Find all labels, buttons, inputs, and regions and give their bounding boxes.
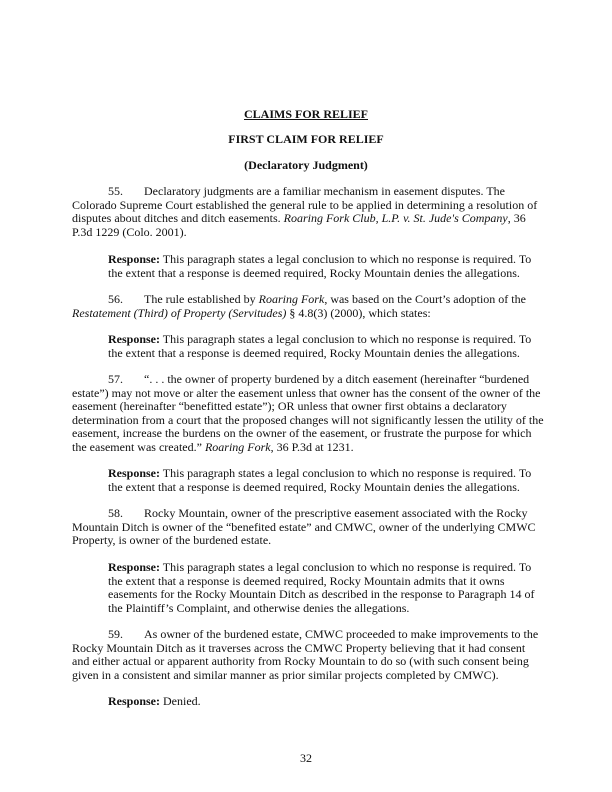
claim-subtitle: (Declaratory Judgment) (244, 158, 368, 172)
response-label: Response: (108, 560, 161, 574)
paragraph-56: 56. The rule established by Roaring Fork, was based on the Court’s adoption of the Restatement (Third) of Property (Servitudes) § 4.8(3) (2000), which states: (72, 292, 526, 320)
paragraph-number: 59. (108, 627, 123, 641)
paragraph-55: 55. Declaratory judgments are a familiar mechanism in easement disputes. The Colorado Supreme Court established the general rule to be applied in determining a resolution of disputes about ditches and ditch easements. Roaring Fork Club, L.P. v. St. Jude's Company, 36 P.3d 1229 (Colo. 2001). (72, 184, 538, 239)
paragraph-number: 58. (108, 506, 123, 520)
paragraph-59: 59. As owner of the burdened estate, CMWC proceeded to make improvements to the Rocky Mountain Ditch as it traverses across the CMWC Property believing that it had consent and either actual or apparent authority from Rocky Mountain to do so (with such consent being given in a consistent and similar manner as prior similar projects completed by CMWC). (72, 627, 539, 682)
paragraph-57: 57. “. . . the owner of property burdened by a ditch easement (hereinafter “burdened estate”) may not move or alter the easement unless that owner has the consent of the owner of the easement (hereinafter “benefitted estate”); OR unless that owner first obtains a declaratory determination from a court that the proposed changes will not significantly lessen the utility of the easement, increase the burdens on the owner of the easement, or frustrate the purpose for which the easement was created.” Roaring Fork, 36 P.3d at 1231. (72, 372, 544, 454)
response-57: Response: This paragraph states a legal conclusion to which no response is required. To the extent that a response is deemed required, Rocky Mountain denies the allegations. (108, 466, 532, 494)
paragraph-58: 58. Rocky Mountain, owner of the prescriptive easement associated with the Rocky Mountain Ditch is owner of the “benefited estate” and CMWC, owner of the underlying CMWC Property, is owner of the burdened estate. (72, 506, 536, 548)
page-number: 32 (300, 751, 312, 765)
response-58: Response: This paragraph states a legal conclusion to which no response is required. To the extent that a response is deemed required, Rocky Mountain admits that it owns easements for the Rocky Mountain Ditch as described in the response to Paragraph 14 of the Plaintiff’s Complaint, and otherwise denies the allegations. (108, 560, 535, 615)
section-heading: CLAIMS FOR RELIEF (243, 107, 368, 121)
claim-heading: FIRST CLAIM FOR RELIEF (228, 132, 384, 146)
response-label: Response: (108, 694, 161, 708)
response-label: Response: (108, 252, 161, 266)
response-55: Response: This paragraph states a legal conclusion to which no response is required. To the extent that a response is deemed required, Rocky Mountain denies the allegations. (108, 252, 532, 280)
case-citation: Roaring Fork (204, 439, 271, 454)
paragraph-number: 57. (108, 372, 123, 386)
case-citation: Roaring Fork Club, L.P. v. St. Jude's Company (283, 211, 508, 226)
response-label: Response: (108, 332, 161, 346)
restatement-citation: Restatement (Third) of Property (Servitudes) (72, 305, 287, 320)
paragraph-number: 55. (108, 184, 123, 198)
response-label: Response: (108, 466, 161, 480)
response-56: Response: This paragraph states a legal conclusion to which no response is required. To the extent that a response is deemed required, Rocky Mountain denies the allegations. (108, 332, 532, 360)
response-59: Response: Denied. (108, 694, 201, 708)
case-citation: Roaring Fork (258, 292, 325, 306)
paragraph-number: 56. (108, 292, 123, 306)
